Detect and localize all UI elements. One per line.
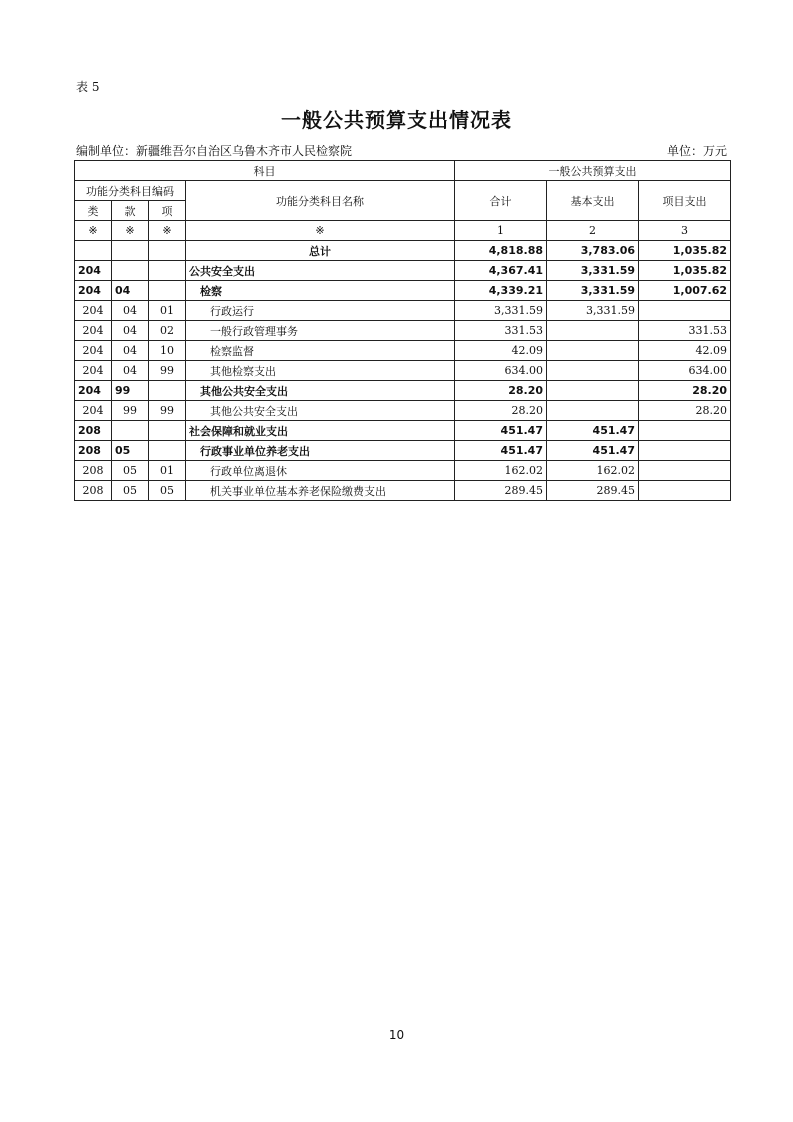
cell-project: 634.00 bbox=[639, 361, 731, 381]
cell-basic: 3,783.06 bbox=[547, 241, 639, 261]
cell-total: 162.02 bbox=[455, 461, 547, 481]
table-row bbox=[75, 461, 731, 481]
cell-basic: 3,331.59 bbox=[547, 261, 639, 281]
cell-project bbox=[639, 301, 731, 321]
cell-kuan: 05 bbox=[112, 461, 149, 481]
cell-kuan: 04 bbox=[112, 281, 149, 301]
cell-lei: 204 bbox=[75, 401, 112, 421]
meta-row bbox=[76, 142, 727, 159]
cell-basic: 451.47 bbox=[547, 441, 639, 461]
cell-project: 1,007.62 bbox=[639, 281, 731, 301]
header-budget: 一般公共预算支出 bbox=[455, 161, 731, 181]
cell-project bbox=[639, 481, 731, 501]
cell-project: 28.20 bbox=[639, 381, 731, 401]
index-2: 2 bbox=[547, 221, 639, 241]
header-lei: 类 bbox=[75, 201, 112, 221]
index-3: 3 bbox=[639, 221, 731, 241]
header-project: 项目支出 bbox=[639, 181, 731, 221]
cell-total: 3,331.59 bbox=[455, 301, 547, 321]
cell-xiang bbox=[149, 241, 186, 261]
cell-total: 289.45 bbox=[455, 481, 547, 501]
cell-project: 1,035.82 bbox=[639, 241, 731, 261]
page-number: 10 bbox=[388, 1028, 405, 1042]
page-title: 一般公共预算支出情况表 bbox=[281, 108, 512, 132]
table-row bbox=[75, 481, 731, 501]
cell-name: 其他公共安全支出 bbox=[186, 381, 455, 401]
table-row bbox=[75, 281, 731, 301]
cell-name: 其他公共安全支出 bbox=[186, 401, 455, 421]
cell-xiang: 10 bbox=[149, 341, 186, 361]
cell-kuan: 99 bbox=[112, 401, 149, 421]
header-basic: 基本支出 bbox=[547, 181, 639, 221]
cell-lei: 208 bbox=[75, 421, 112, 441]
cell-total: 4,339.21 bbox=[455, 281, 547, 301]
cell-lei: 208 bbox=[75, 481, 112, 501]
cell-basic: 3,331.59 bbox=[547, 301, 639, 321]
cell-kuan: 99 bbox=[112, 381, 149, 401]
table-row bbox=[75, 401, 731, 421]
header-name: 功能分类科目名称 bbox=[186, 181, 455, 221]
cell-xiang: 01 bbox=[149, 461, 186, 481]
table-row bbox=[75, 321, 731, 341]
cell-xiang bbox=[149, 261, 186, 281]
cell-lei bbox=[75, 241, 112, 261]
cell-lei: 204 bbox=[75, 361, 112, 381]
cell-basic bbox=[547, 361, 639, 381]
header-xiang: 项 bbox=[149, 201, 186, 221]
cell-lei: 208 bbox=[75, 461, 112, 481]
cell-lei: 208 bbox=[75, 441, 112, 461]
cell-xiang: 99 bbox=[149, 401, 186, 421]
cell-kuan bbox=[112, 261, 149, 281]
cell-lei: 204 bbox=[75, 281, 112, 301]
header-subject: 科目 bbox=[75, 161, 455, 181]
cell-name: 检察监督 bbox=[186, 341, 455, 361]
cell-total: 634.00 bbox=[455, 361, 547, 381]
budget-table bbox=[74, 160, 731, 501]
cell-kuan: 05 bbox=[112, 441, 149, 461]
table-number: 表 5 bbox=[76, 80, 100, 94]
organization-label: 编制单位：新疆维吾尔自治区乌鲁木齐市人民检察院 bbox=[76, 144, 353, 158]
table-row bbox=[75, 421, 731, 441]
cell-basic: 3,331.59 bbox=[547, 281, 639, 301]
table-row bbox=[75, 301, 731, 321]
table-row bbox=[75, 341, 731, 361]
marker-kuan: ※ bbox=[112, 221, 149, 241]
cell-total: 42.09 bbox=[455, 341, 547, 361]
cell-xiang: 02 bbox=[149, 321, 186, 341]
cell-project bbox=[639, 461, 731, 481]
cell-total: 28.20 bbox=[455, 401, 547, 421]
cell-xiang: 01 bbox=[149, 301, 186, 321]
cell-lei: 204 bbox=[75, 301, 112, 321]
index-1: 1 bbox=[455, 221, 547, 241]
cell-kuan bbox=[112, 241, 149, 261]
cell-name: 行政事业单位养老支出 bbox=[186, 441, 455, 461]
cell-kuan: 04 bbox=[112, 321, 149, 341]
cell-basic bbox=[547, 401, 639, 421]
cell-name: 总计 bbox=[186, 241, 455, 261]
cell-name: 行政单位离退休 bbox=[186, 461, 455, 481]
cell-xiang bbox=[149, 441, 186, 461]
cell-total: 4,367.41 bbox=[455, 261, 547, 281]
cell-kuan: 04 bbox=[112, 301, 149, 321]
cell-project: 42.09 bbox=[639, 341, 731, 361]
cell-xiang bbox=[149, 381, 186, 401]
cell-lei: 204 bbox=[75, 321, 112, 341]
cell-kuan: 05 bbox=[112, 481, 149, 501]
header-code-group: 功能分类科目编码 bbox=[75, 181, 186, 201]
cell-lei: 204 bbox=[75, 261, 112, 281]
cell-name: 检察 bbox=[186, 281, 455, 301]
cell-project: 331.53 bbox=[639, 321, 731, 341]
table-row bbox=[75, 261, 731, 281]
header-row-index bbox=[75, 221, 731, 241]
cell-basic: 162.02 bbox=[547, 461, 639, 481]
marker-lei: ※ bbox=[75, 221, 112, 241]
cell-basic bbox=[547, 381, 639, 401]
cell-xiang: 99 bbox=[149, 361, 186, 381]
header-total: 合计 bbox=[455, 181, 547, 221]
cell-project bbox=[639, 441, 731, 461]
cell-name: 行政运行 bbox=[186, 301, 455, 321]
marker-xiang: ※ bbox=[149, 221, 186, 241]
header-row-2 bbox=[75, 181, 731, 201]
cell-xiang: 05 bbox=[149, 481, 186, 501]
cell-basic bbox=[547, 341, 639, 361]
cell-xiang bbox=[149, 281, 186, 301]
cell-total: 28.20 bbox=[455, 381, 547, 401]
table-row bbox=[75, 361, 731, 381]
cell-name: 其他检察支出 bbox=[186, 361, 455, 381]
cell-name: 社会保障和就业支出 bbox=[186, 421, 455, 441]
table-row bbox=[75, 381, 731, 401]
cell-kuan: 04 bbox=[112, 361, 149, 381]
unit-label: 单位：万元 bbox=[666, 144, 727, 158]
cell-name: 公共安全支出 bbox=[186, 261, 455, 281]
total-row bbox=[75, 241, 731, 261]
cell-project: 1,035.82 bbox=[639, 261, 731, 281]
cell-total: 451.47 bbox=[455, 421, 547, 441]
cell-kuan: 04 bbox=[112, 341, 149, 361]
cell-total: 331.53 bbox=[455, 321, 547, 341]
header-kuan: 款 bbox=[112, 201, 149, 221]
cell-total: 451.47 bbox=[455, 441, 547, 461]
cell-name: 机关事业单位基本养老保险缴费支出 bbox=[186, 481, 455, 501]
cell-basic bbox=[547, 321, 639, 341]
header-row-1 bbox=[75, 161, 731, 181]
cell-kuan bbox=[112, 421, 149, 441]
marker-name: ※ bbox=[186, 221, 455, 241]
cell-basic: 451.47 bbox=[547, 421, 639, 441]
cell-project bbox=[639, 421, 731, 441]
cell-project: 28.20 bbox=[639, 401, 731, 421]
table-row bbox=[75, 441, 731, 461]
cell-basic: 289.45 bbox=[547, 481, 639, 501]
cell-name: 一般行政管理事务 bbox=[186, 321, 455, 341]
cell-total: 4,818.88 bbox=[455, 241, 547, 261]
cell-lei: 204 bbox=[75, 381, 112, 401]
cell-lei: 204 bbox=[75, 341, 112, 361]
cell-xiang bbox=[149, 421, 186, 441]
